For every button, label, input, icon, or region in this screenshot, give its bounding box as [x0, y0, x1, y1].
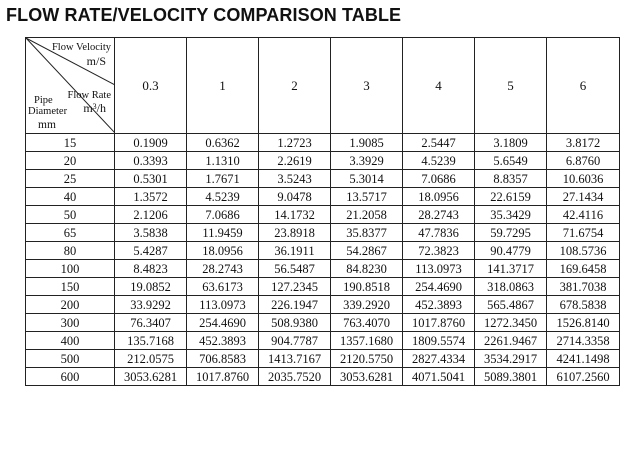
velocity-header: 2 [259, 38, 331, 134]
flow-rate-cell: 0.5301 [115, 170, 187, 188]
flow-rate-cell: 5.4287 [115, 242, 187, 260]
flow-rate-cell: 1017.8760 [187, 368, 259, 386]
flow-rate-cell: 1526.8140 [547, 314, 620, 332]
corner-header-cell [26, 38, 115, 134]
flow-rate-cell: 42.4116 [547, 206, 620, 224]
flow-rate-cell: 14.1732 [259, 206, 331, 224]
flow-rate-cell: 90.4779 [475, 242, 547, 260]
flow-rate-cell: 23.8918 [259, 224, 331, 242]
flow-rate-cell: 1272.3450 [475, 314, 547, 332]
flow-rate-cell: 3.1809 [475, 134, 547, 152]
flow-rate-cell: 1.1310 [187, 152, 259, 170]
pipe-diameter-cell: 40 [26, 188, 115, 206]
flow-rate-cell: 141.3717 [475, 260, 547, 278]
pipe-diameter-cell: 25 [26, 170, 115, 188]
flow-rate-cell: 28.2743 [403, 206, 475, 224]
pipe-diameter-cell: 500 [26, 350, 115, 368]
flow-velocity-unit: m/S [86, 54, 106, 68]
flow-rate-cell: 0.3393 [115, 152, 187, 170]
table-row [26, 134, 620, 152]
flow-rate-unit: $m^3/h$ [83, 101, 106, 115]
flow-rate-cell: 2.5447 [403, 134, 475, 152]
flow-rate-cell: 71.6754 [547, 224, 620, 242]
flow-rate-cell: 18.0956 [187, 242, 259, 260]
flow-rate-cell: 36.1911 [259, 242, 331, 260]
pipe-diameter-cell: 100 [26, 260, 115, 278]
table-row [26, 170, 620, 188]
table-row [26, 314, 620, 332]
flow-rate-cell: 2827.4334 [403, 350, 475, 368]
flow-rate-cell: 4.5239 [187, 188, 259, 206]
flow-rate-cell: 113.0973 [403, 260, 475, 278]
pipe-label: Pipe [34, 95, 53, 106]
flow-rate-label: Flow Rate [67, 90, 111, 101]
flow-rate-cell: 7.0686 [187, 206, 259, 224]
velocity-header: 6 [547, 38, 620, 134]
flow-rate-cell: 1.7671 [187, 170, 259, 188]
flow-rate-cell: 2.2619 [259, 152, 331, 170]
table-row [26, 260, 620, 278]
flow-rate-cell: 3.3929 [331, 152, 403, 170]
table-row [26, 242, 620, 260]
flow-rate-cell: 59.7295 [475, 224, 547, 242]
flow-rate-cell: 2.1206 [115, 206, 187, 224]
flow-rate-cell: 47.7836 [403, 224, 475, 242]
flow-rate-cell: 2714.3358 [547, 332, 620, 350]
flow-rate-cell: 0.6362 [187, 134, 259, 152]
diameter-unit: mm [38, 119, 56, 131]
flow-rate-cell: 21.2058 [331, 206, 403, 224]
pipe-diameter-cell: 50 [26, 206, 115, 224]
flow-rate-cell: 8.4823 [115, 260, 187, 278]
flow-rate-cell: 3053.6281 [115, 368, 187, 386]
flow-rate-cell: 381.7038 [547, 278, 620, 296]
pipe-diameter-cell: 400 [26, 332, 115, 350]
table-row [26, 188, 620, 206]
velocity-header: 4 [403, 38, 475, 134]
flow-rate-cell: 127.2345 [259, 278, 331, 296]
pipe-diameter-cell: 200 [26, 296, 115, 314]
pipe-diameter-cell: 15 [26, 134, 115, 152]
table-row [26, 152, 620, 170]
flow-rate-cell: 72.3823 [403, 242, 475, 260]
flow-rate-cell: 3.5243 [259, 170, 331, 188]
flow-rate-cell: 2035.7520 [259, 368, 331, 386]
table-row [26, 368, 620, 386]
flow-rate-cell: 0.1909 [115, 134, 187, 152]
flow-rate-cell: 678.5838 [547, 296, 620, 314]
flow-rate-cell: 1.2723 [259, 134, 331, 152]
flow-velocity-label: Flow Velocity [51, 42, 111, 53]
flow-rate-cell: 565.4867 [475, 296, 547, 314]
table-row [26, 332, 620, 350]
flow-rate-cell: 5089.3801 [475, 368, 547, 386]
flow-rate-cell: 76.3407 [115, 314, 187, 332]
flow-rate-cell: 1.9085 [331, 134, 403, 152]
page-title: FLOW RATE/VELOCITY COMPARISON TABLE [6, 5, 402, 25]
flow-rate-cell: 84.8230 [331, 260, 403, 278]
pipe-diameter-cell: 150 [26, 278, 115, 296]
flow-rate-cell: 35.3429 [475, 206, 547, 224]
flow-rate-cell: 3053.6281 [331, 368, 403, 386]
flow-rate-cell: 135.7168 [115, 332, 187, 350]
flow-rate-cell: 452.3893 [187, 332, 259, 350]
flow-rate-cell: 2261.9467 [475, 332, 547, 350]
velocity-header: 3 [331, 38, 403, 134]
flow-rate-cell: 54.2867 [331, 242, 403, 260]
table-row [26, 206, 620, 224]
pipe-diameter-cell: 80 [26, 242, 115, 260]
pipe-diameter-cell: 20 [26, 152, 115, 170]
flow-rate-cell: 226.1947 [259, 296, 331, 314]
flow-rate-cell: 4071.5041 [403, 368, 475, 386]
diameter-label: Diameter [28, 106, 68, 117]
table-row [26, 296, 620, 314]
flow-rate-cell: 1017.8760 [403, 314, 475, 332]
table-row [26, 278, 620, 296]
flow-rate-cell: 6107.2560 [547, 368, 620, 386]
flow-rate-cell: 3534.2917 [475, 350, 547, 368]
pipe-diameter-cell: 65 [26, 224, 115, 242]
flow-rate-cell: 339.2920 [331, 296, 403, 314]
flow-rate-cell: 4.5239 [403, 152, 475, 170]
velocity-header: 5 [475, 38, 547, 134]
flow-rate-cell: 254.4690 [403, 278, 475, 296]
flow-rate-cell: 2120.5750 [331, 350, 403, 368]
flow-rate-cell: 1357.1680 [331, 332, 403, 350]
flow-rate-cell: 318.0863 [475, 278, 547, 296]
flow-rate-cell: 1.3572 [115, 188, 187, 206]
velocity-header: 0.3 [115, 38, 187, 134]
flow-rate-table [25, 37, 620, 386]
flow-rate-cell: 5.3014 [331, 170, 403, 188]
flow-rate-cell: 18.0956 [403, 188, 475, 206]
flow-rate-cell: 1413.7167 [259, 350, 331, 368]
flow-rate-cell: 452.3893 [403, 296, 475, 314]
flow-rate-cell: 706.8583 [187, 350, 259, 368]
flow-rate-cell: 8.8357 [475, 170, 547, 188]
header-row [26, 38, 620, 134]
flow-rate-cell: 63.6173 [187, 278, 259, 296]
flow-rate-cell: 1809.5574 [403, 332, 475, 350]
flow-rate-cell: 11.9459 [187, 224, 259, 242]
table-row [26, 350, 620, 368]
flow-rate-cell: 4241.1498 [547, 350, 620, 368]
flow-rate-cell: 212.0575 [115, 350, 187, 368]
flow-rate-cell: 9.0478 [259, 188, 331, 206]
flow-rate-cell: 904.7787 [259, 332, 331, 350]
flow-rate-cell: 6.8760 [547, 152, 620, 170]
pipe-diameter-cell: 600 [26, 368, 115, 386]
flow-rate-cell: 28.2743 [187, 260, 259, 278]
pipe-diameter-cell: 300 [26, 314, 115, 332]
flow-rate-cell: 763.4070 [331, 314, 403, 332]
flow-rate-cell: 19.0852 [115, 278, 187, 296]
flow-rate-cell: 13.5717 [331, 188, 403, 206]
flow-rate-cell: 108.5736 [547, 242, 620, 260]
flow-rate-cell: 169.6458 [547, 260, 620, 278]
flow-rate-cell: 7.0686 [403, 170, 475, 188]
flow-rate-cell: 35.8377 [331, 224, 403, 242]
table-row [26, 224, 620, 242]
flow-rate-cell: 33.9292 [115, 296, 187, 314]
flow-rate-cell: 3.5838 [115, 224, 187, 242]
flow-rate-cell: 10.6036 [547, 170, 620, 188]
flow-rate-cell: 508.9380 [259, 314, 331, 332]
flow-rate-cell: 190.8518 [331, 278, 403, 296]
flow-rate-cell: 27.1434 [547, 188, 620, 206]
flow-rate-cell: 254.4690 [187, 314, 259, 332]
flow-rate-cell: 3.8172 [547, 134, 620, 152]
flow-rate-cell: 113.0973 [187, 296, 259, 314]
velocity-header: 1 [187, 38, 259, 134]
table-body [26, 134, 620, 386]
flow-rate-cell: 56.5487 [259, 260, 331, 278]
flow-rate-cell: 5.6549 [475, 152, 547, 170]
flow-rate-cell: 22.6159 [475, 188, 547, 206]
